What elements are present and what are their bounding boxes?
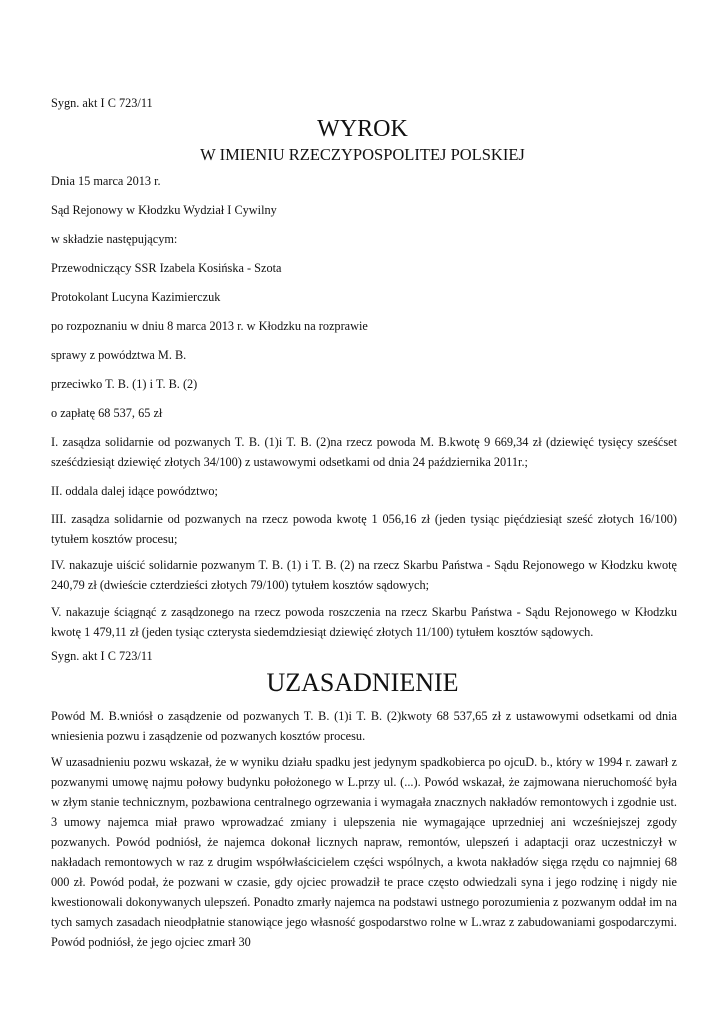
claim-amount: o zapłatę 68 537, 65 zł <box>51 406 163 420</box>
hearing-info: po rozpoznaniu w dniu 8 marca 2013 r. w Kłodzku na rozprawie <box>51 319 368 333</box>
ruling-point-4: IV. nakazuje uiścić solidarnie pozwanym T. B. (1) i T. B. (2) na rzecz Skarbu Państwa - Sądu Rejonowego w Kłodzku kwotę 240,79 zł (dwieście czterdzieści złotych 79/100) tytułem kosztów sądowych; <box>51 558 677 592</box>
case-parties: sprawy z powództwa M. B. <box>51 348 187 362</box>
justification-title: UZASADNIENIE <box>266 668 459 697</box>
justification-paragraph-2: W uzasadnieniu pozwu wskazał, że w wyniku działu spadku jest jedynym spadkobierca po ojcuD. b., który w 1994 r. zawarł z pozwanymi umowę najmu połowy budynku położonego w L.przy ul. (...). Powód wskazał, że zajmowana nieruchomość była w złym stanie technicznym, pozbawiona centralnego ogrzewania i wymagała znacznych nakładów remontowych i zgodnie ust. 3 umowy najemca miał prawo wprowadzać zmiany i ulepszenia nie wymagające uprzedniej ani wcześniejszej zgody pozwanych. Powód podniósł, że najemca dokonał licznych napraw, remontów, ulepszeń i adaptacji oraz uczestniczył w nakładach remontowych w raz z drugim współwłaścicielem części wspólnych, a kwota nakładów sięga rzędu co najmniej 68 000 zł. Powód podał, że pozwani w czasie, gdy ojciec prowadził te prace często odwiedzali syna i jego rodzinę i nigdy nie kwestionowali dokonywanych ulepszeń. Ponadto zmarły najemca na podstawi ustnego porozumienia z pozwanym oddał im na tych samych zasadach nieodpłatnie stanowiące jego własność gospodarstwo rolne w L.wraz z zabudowaniami gospodarczymi. Powód podniósł, że jego ojciec zmarł 30 <box>51 755 677 949</box>
ruling-point-2: II. oddala dalej idące powództwo; <box>51 484 218 498</box>
defendants: przeciwko T. B. (1) i T. B. (2) <box>51 377 198 391</box>
presiding-judge: Przewodniczący SSR Izabela Kosińska - Szota <box>51 261 282 275</box>
case-signature: Sygn. akt I C 723/11 <box>51 96 153 110</box>
ruling-point-1: I. zasądza solidarnie od pozwanych T. B. (1)i T. B. (2)na rzecz powoda M. B.kwotę 9 669,34 zł (dziewięć tysięcy sześćset sześćdziesiąt dziewięć złotych 34/100) z ustawowymi odsetkami od dnia 24 października 2011r.; <box>51 435 677 469</box>
justification-paragraph-1: Powód M. B.wniósł o zasądzenie od pozwanych T. B. (1)i T. B. (2)kwoty 68 537,65 zł z ustawowymi odsetkami od dnia wniesienia pozwu i zasądzenie od pozwanych kosztów procesu. <box>51 709 677 743</box>
document-subtitle: W IMIENIU RZECZYPOSPOLITEJ POLSKIEJ <box>200 145 525 164</box>
composition-intro: w składzie następującym: <box>51 232 178 246</box>
court-clerk: Protokolant Lucyna Kazimierczuk <box>51 290 221 304</box>
ruling-point-5: V. nakazuje ściągnąć z zasądzonego na rzecz powoda roszczenia na rzecz Skarbu Państwa - Sądu Rejonowego w Kłodzku kwotę 1 479,11 zł (jeden tysiąc czterysta siedemdziesiąt dziewięć złotych 11/100) tytułem kosztów sądowych. <box>51 605 677 639</box>
document-title: WYROK <box>317 116 408 142</box>
court-name: Sąd Rejonowy w Kłodzku Wydział I Cywilny <box>51 203 277 217</box>
ruling-date: Dnia 15 marca 2013 r. <box>51 174 161 188</box>
case-signature-second: Sygn. akt I C 723/11 <box>51 649 153 663</box>
ruling-point-3: III. zasądza solidarnie od pozwanych na rzecz powoda kwotę 1 056,16 zł (jeden tysiąc pięćdziesiąt sześć złotych 16/100) tytułem kosztów procesu; <box>51 512 677 546</box>
